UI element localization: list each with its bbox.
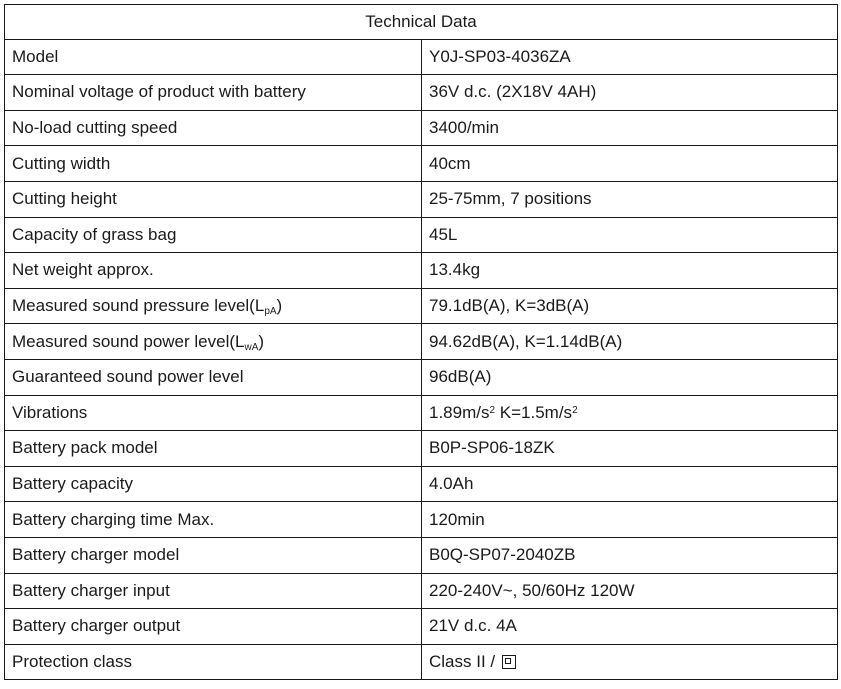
row-label: Guaranteed sound power level: [5, 359, 422, 395]
table-row: [5, 466, 838, 502]
row-value: [422, 395, 838, 431]
table-row: [5, 110, 838, 146]
row-value: 94.62dB(A), K=1.14dB(A): [422, 324, 838, 360]
table-row: [5, 288, 838, 324]
row-label: Battery charger output: [5, 609, 422, 645]
row-label: Battery capacity: [5, 466, 422, 502]
row-label: Nominal voltage of product with battery: [5, 75, 422, 111]
protection-class-text: Class II /: [429, 651, 500, 671]
table-row: [5, 181, 838, 217]
row-value: 79.1dB(A), K=3dB(A): [422, 288, 838, 324]
table-row: [5, 324, 838, 360]
row-value: 96dB(A): [422, 359, 838, 395]
row-value: 13.4kg: [422, 253, 838, 289]
row-value: 45L: [422, 217, 838, 253]
technical-data-table: [4, 4, 838, 680]
row-label: Battery charger input: [5, 573, 422, 609]
table-row: [5, 395, 838, 431]
table-row: [5, 537, 838, 573]
row-label: Net weight approx.: [5, 253, 422, 289]
row-label: [5, 324, 422, 360]
row-value: B0P-SP06-18ZK: [422, 431, 838, 467]
table-row: [5, 573, 838, 609]
class-ii-symbol-icon: [502, 655, 516, 669]
row-label-end: ): [276, 296, 283, 316]
vibration-value: 1.89m/s: [429, 402, 490, 422]
row-value: 21V d.c. 4A: [422, 609, 838, 645]
row-label: Vibrations: [5, 395, 422, 431]
row-label: Capacity of grass bag: [5, 217, 422, 253]
row-value: Y0J-SP03-4036ZA: [422, 39, 838, 75]
table-row: [5, 146, 838, 182]
row-label: No-load cutting speed: [5, 110, 422, 146]
table-row: [5, 431, 838, 467]
table-row: [5, 502, 838, 538]
row-value: 36V d.c. (2X18V 4AH): [422, 75, 838, 111]
row-value: 4.0Ah: [422, 466, 838, 502]
row-label: Model: [5, 39, 422, 75]
row-label-text: Measured sound pressure level(L: [12, 296, 265, 316]
row-value: 3400/min: [422, 110, 838, 146]
row-value: 40cm: [422, 146, 838, 182]
row-value: [422, 644, 838, 680]
row-value: 25-75mm, 7 positions: [422, 181, 838, 217]
row-label: Battery pack model: [5, 431, 422, 467]
row-label-subscript: wA: [244, 341, 259, 353]
vibration-uncertainty-superscript: 2: [572, 404, 578, 416]
table-row: [5, 39, 838, 75]
vibration-unit-superscript: 2: [489, 404, 496, 416]
row-value: 220-240V~, 50/60Hz 120W: [422, 573, 838, 609]
table-row: [5, 359, 838, 395]
row-label-text: Measured sound power level(L: [12, 331, 245, 351]
table-row: [5, 253, 838, 289]
row-label: Battery charger model: [5, 537, 422, 573]
row-value: 120min: [422, 502, 838, 538]
row-label-subscript: pA: [264, 306, 277, 318]
table-row: [5, 644, 838, 680]
row-value: B0Q-SP07-2040ZB: [422, 537, 838, 573]
vibration-uncertainty: K=1.5m/s: [495, 402, 573, 422]
table-row: [5, 75, 838, 111]
row-label: Cutting height: [5, 181, 422, 217]
row-label: [5, 288, 422, 324]
row-label: Protection class: [5, 644, 422, 680]
table-row: [5, 609, 838, 645]
row-label: Cutting width: [5, 146, 422, 182]
table-header-row: [5, 5, 838, 40]
table-title: Technical Data: [5, 5, 838, 40]
row-label-end: ): [258, 331, 265, 351]
table-row: [5, 217, 838, 253]
row-label: Battery charging time Max.: [5, 502, 422, 538]
